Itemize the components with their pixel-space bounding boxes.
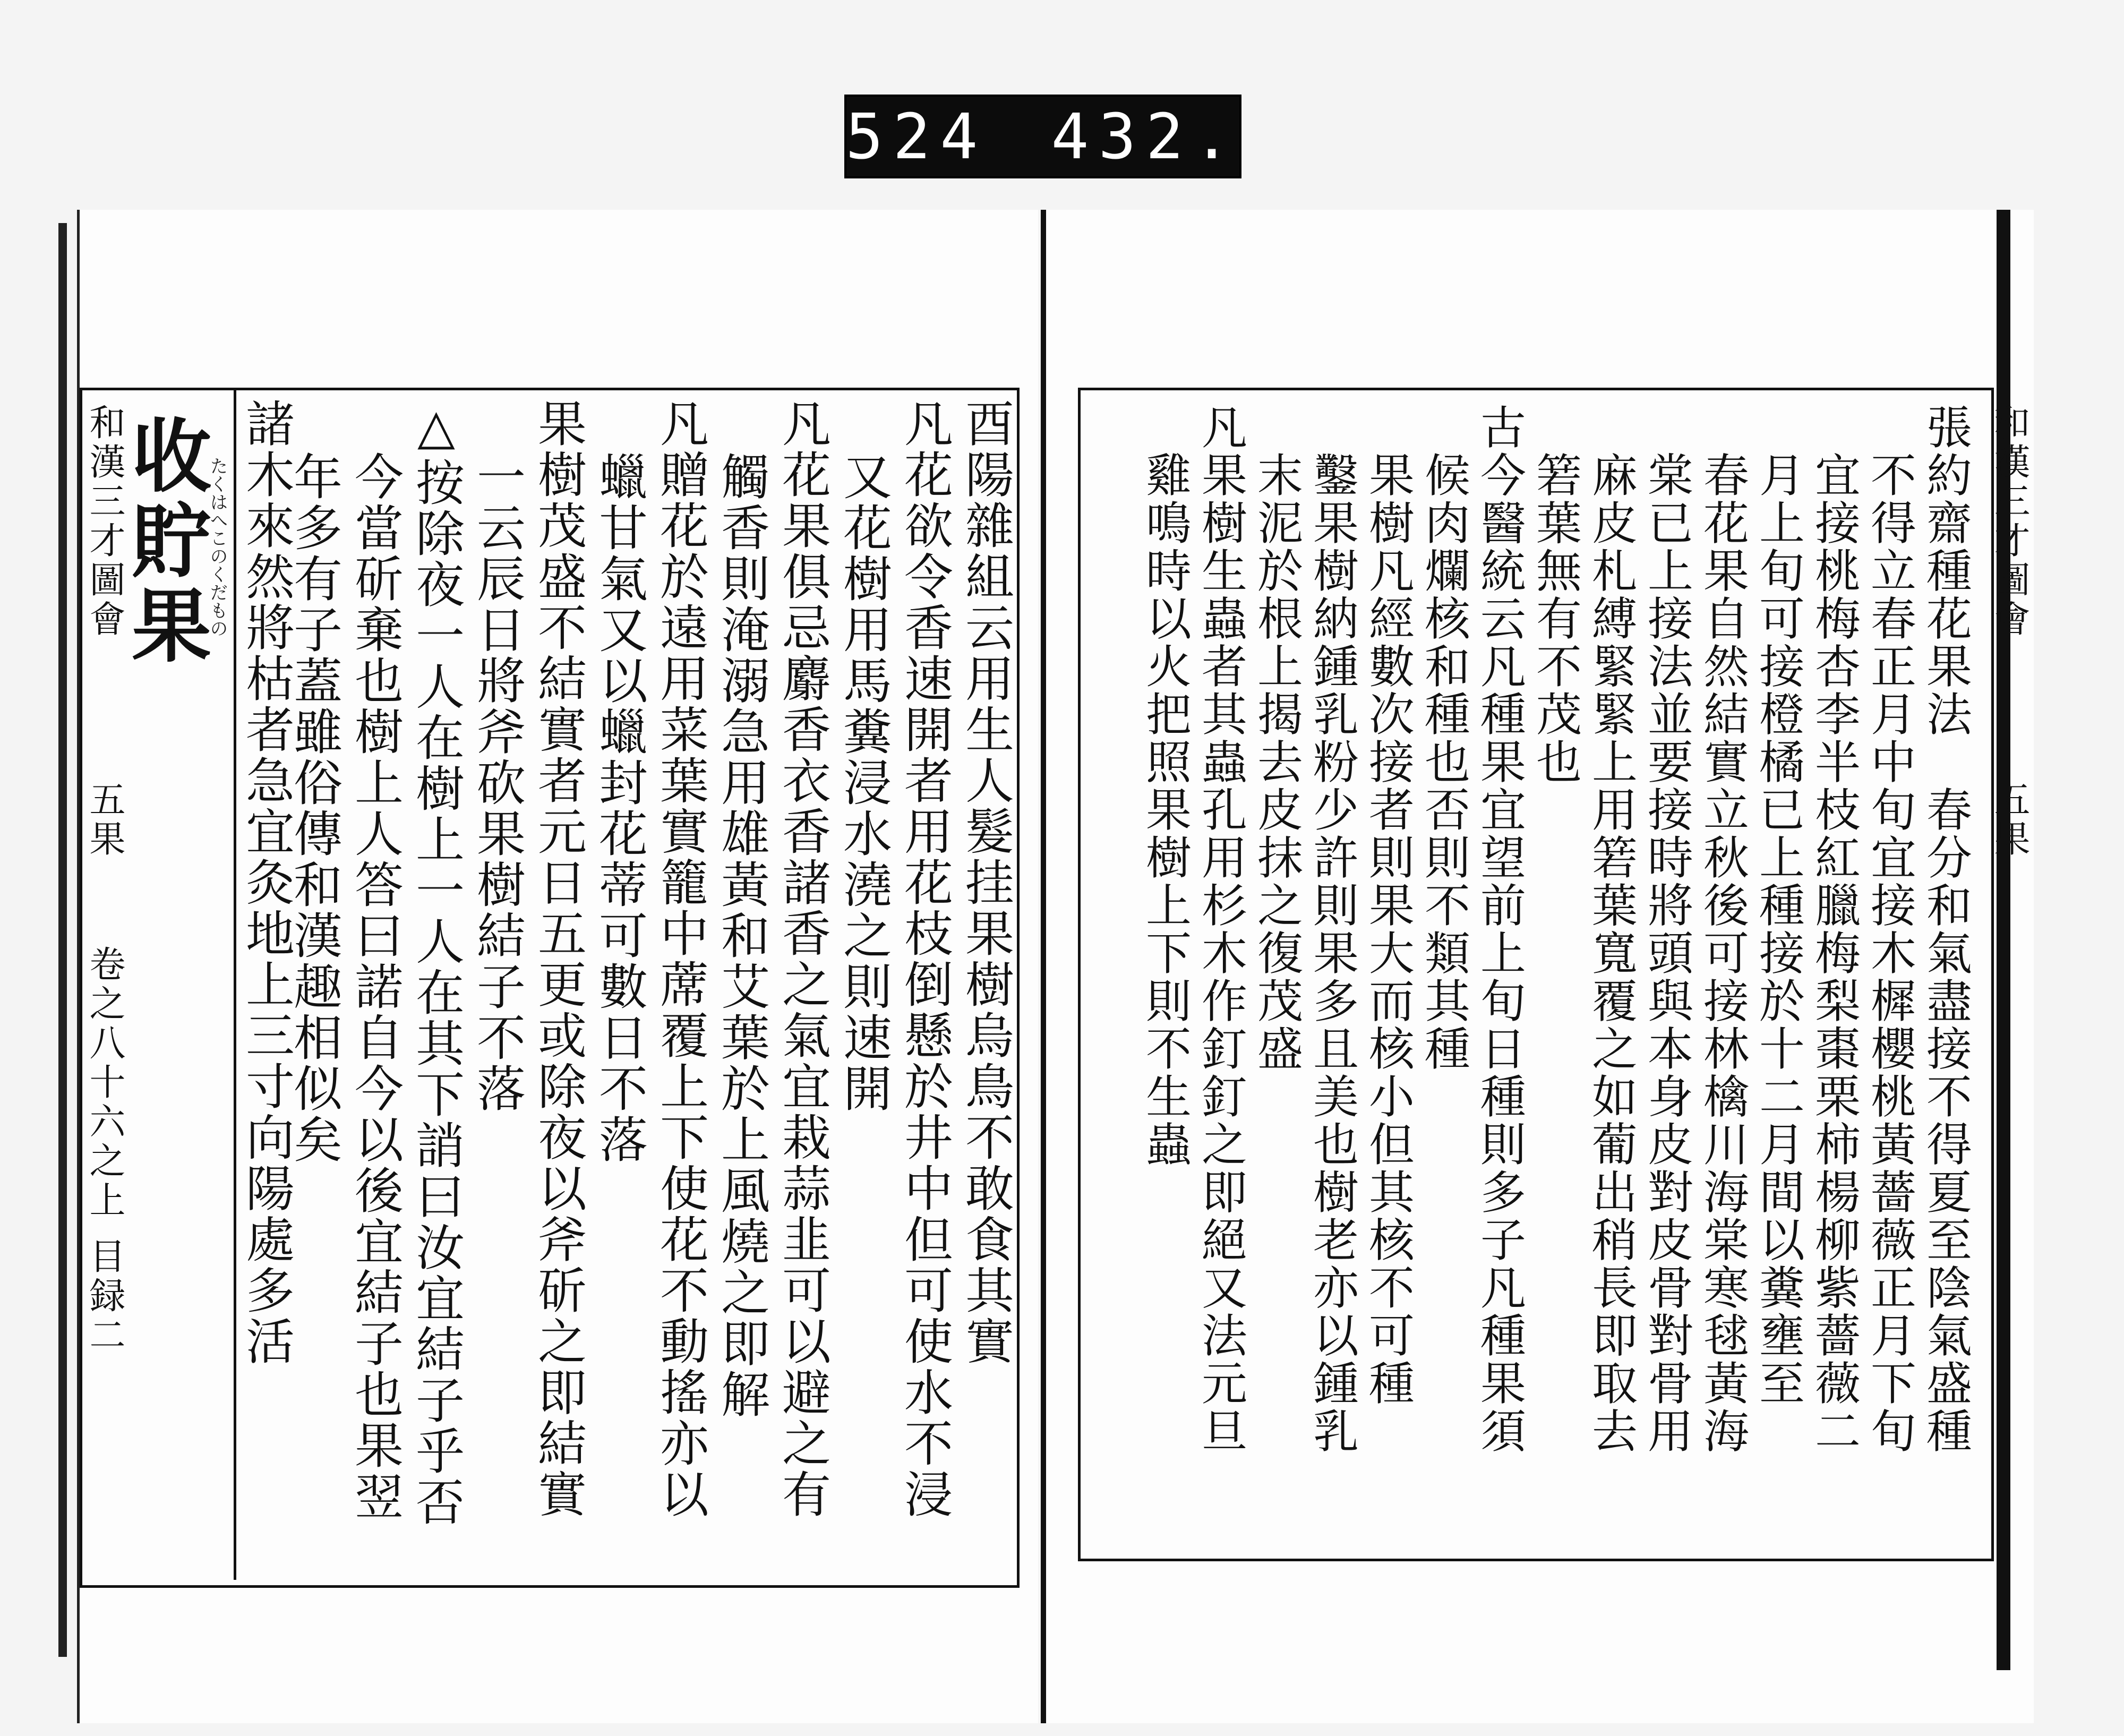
right-col-9: 古今醫統云凡種果宜望前上旬日種則多子凡種果須 xyxy=(1472,404,1526,1455)
left-col-11: 今當斫棄也樹上人答曰諾自今以後宜結子也果翌 xyxy=(347,451,404,1522)
left-margin-volume: 卷之八十六之上 xyxy=(83,945,125,1220)
right-col-1: 張約齋種花果法 春分和氣盡接不得夏至陰氣盛種 xyxy=(1919,404,1972,1455)
left-col-7: 蠟甘氣又以蠟封花蒂可數日不落 xyxy=(591,451,648,1165)
left-col-13: 諸木來然將枯者急宜灸地上三寸向陽處多活 xyxy=(238,398,295,1367)
left-spine-edge xyxy=(58,223,67,1657)
right-col-12: 鑿果樹納鍾乳粉少許則果多且美也樹老亦以鍾乳 xyxy=(1305,451,1358,1455)
left-margin-section: 五果 xyxy=(83,781,125,859)
left-col-6: 凡贈花於遠用菜葉實籠中蓆覆上下使花不動搖亦以 xyxy=(652,398,709,1520)
right-col-7: 麻皮札縛緊緊上用箬葉寬覆之如葡出稍長即取去 xyxy=(1584,451,1637,1455)
left-col-12: 年多有子蓋雖俗傳和漢趣相似矣 xyxy=(286,451,342,1165)
left-col-4: 凡花果俱忌麝香衣香諸香之氣宜栽蒜韭可以避之有 xyxy=(774,398,831,1520)
left-col-2: 凡花欲令香速開者用花枝倒懸於井中但可使水不浸 xyxy=(896,398,953,1520)
right-col-11: 果樹凡經數次接者則果大而核小但其核不可種 xyxy=(1361,451,1414,1407)
left-col-10: △按除夜一人在樹上一人在其下誚曰汝宜結子乎否 xyxy=(408,398,465,1528)
left-page-heading: 收貯果 xyxy=(118,414,211,669)
left-col-9: 一云辰日將斧砍果樹結子不落 xyxy=(469,451,526,1114)
right-col-10: 候肉爛核和種也否則不類其種 xyxy=(1417,451,1470,1073)
left-col-8: 果樹茂盛不結實者元日五更或除夜以斧斫之即結實 xyxy=(530,398,587,1520)
right-col-14: 凡果樹生蟲者其蟲孔用杉木作釘釘之即絕又法元旦 xyxy=(1194,404,1247,1455)
stamp-left-number: 524 xyxy=(845,100,988,173)
left-heading-divider xyxy=(234,390,236,1580)
right-col-3: 宜接桃梅杏李半枝紅臘梅梨棗栗柿楊柳紫薔薇二 xyxy=(1807,451,1860,1455)
left-col-3: 又花樹用馬糞浸水澆之則速開 xyxy=(835,451,892,1114)
right-col-8: 箬葉無有不茂也 xyxy=(1528,451,1581,786)
stamp-right-number: 432. xyxy=(1051,100,1240,173)
right-col-13: 末泥於根上揭去皮抹之復茂盛 xyxy=(1249,451,1303,1073)
right-col-4: 月上旬可接橙橘已上種接於十二月間以糞壅至 xyxy=(1751,451,1804,1407)
left-margin-catalog: 目録二 xyxy=(83,1237,125,1355)
right-margin-title: 和漢三才圖會 xyxy=(1988,404,2030,639)
left-col-1: 酉陽雜組云用生人髮挂果樹烏鳥不敢食其實 xyxy=(957,398,1014,1367)
right-col-2: 不得立春正月中旬宜接木樨櫻桃黃薔薇正月下旬 xyxy=(1863,451,1916,1455)
right-col-15: 雞鳴時以火把照果樹上下則不生蟲 xyxy=(1138,451,1191,1168)
right-col-6: 棠已上接法並要接時將頭與本身皮對皮骨對骨用 xyxy=(1640,451,1693,1455)
left-margin-title: 和漢三才圖會 xyxy=(83,404,125,639)
archive-number-stamp xyxy=(844,95,1241,178)
left-col-5: 觸香則淹溺急用雄黃和艾葉於上風燒之即解 xyxy=(713,451,770,1420)
right-col-5: 春花果自然結實立秋後可接林檎川海棠寒毬黃海 xyxy=(1695,451,1749,1455)
left-heading-reading: たくはへこのくだもの xyxy=(207,457,228,637)
right-margin-section: 五果 xyxy=(1988,781,2030,859)
